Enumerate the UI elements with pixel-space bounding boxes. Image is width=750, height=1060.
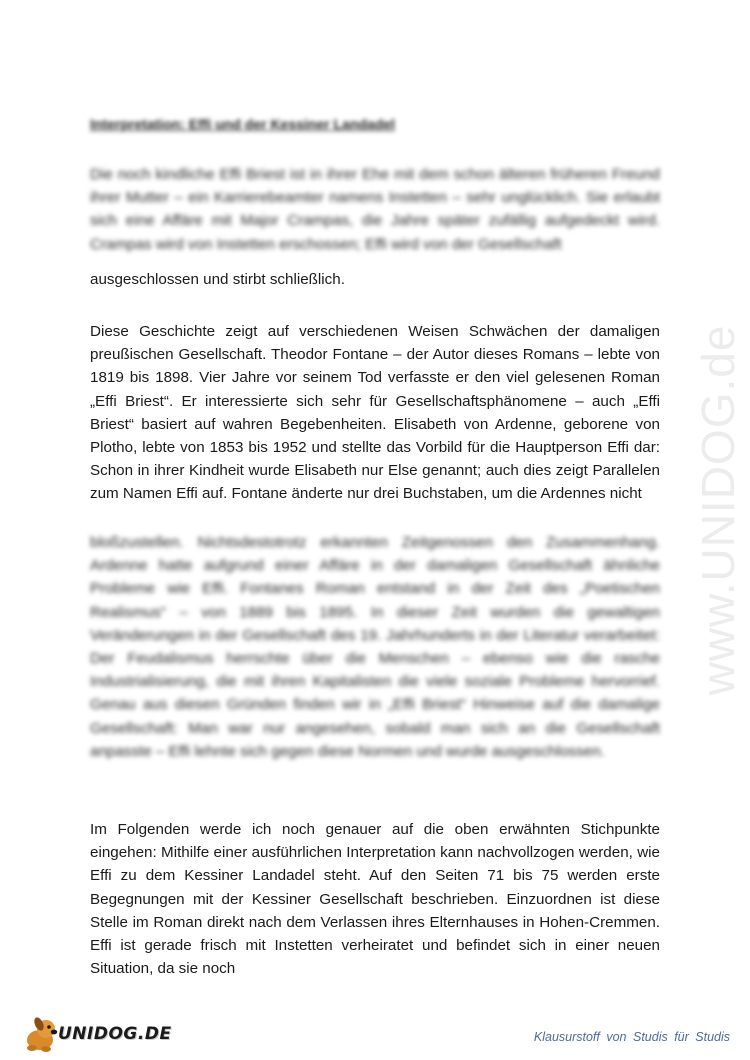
paragraph-3-visible: Im Folgenden werde ich noch genauer auf die oben erwähnten Stichpunkte eingehen: Mithilfe einer ausführlichen Interpretation kann nachvollzogen werden, wie Effi zu dem Kessiner Landadel steht. Auf den Seiten 71 bis 75 werden erste Begegnungen mit der Kessiner Gesellschaft beschrieben. Einzuordnen ist diese Stelle im Roman direkt nach dem Verlassen ihres Elternhauses in Hohen-Cremmen. Effi ist gerade frisch mit Instetten verheiratet und befindet sich in einer neuen Situation, da sie noch [90,821,660,978]
logo-text: UNIDOG.DE [58,1024,172,1044]
paragraph-1-blurred: Die noch kindliche Effi Briest ist in ihrer Ehe mit dem schon älteren früheren Freund ihrer Mutter – ein Karrierebeamter namens Instetten – sehr unglücklich. Sie erlaubt sich eine Affäre mit Major Crampas, die Jahre später zufällig aufgedeckt wird. Crampas wird von Instetten erschossen; Effi wird von der Gesellschaft [90,166,660,253]
document-title: Interpretation: Effi und der Kessiner Landadel [90,116,395,132]
footer-tagline: Klausurstoff von Studis für Studis [533,1030,730,1044]
paragraph-2-blurred: bloßzustellen. Nichtsdestotrotz erkannten Zeitgenossen den Zusammenhang. Ardenne hatte aufgrund einer Affäre in der damaligen Gesellschaft ähnliche Probleme wie Effi. Fontanes Roman entstand in der Zeit des „Poetischen Realismus“ – von 1889 bis 1895. In dieser Zeit wurden die gewaltigen Veränderungen in der Gesellschaft des 19. Jahrhunderts in der Literatur verarbeitet: Der Feudalismus herrschte über die Menschen – ebenso wie die rasche Industrialisierung, die mit ihren Kapitalisten die viele soziale Probleme hervorrief. Genau aus diesen Gründen finden wir in „Effi Briest“ Hinweise auf die damalige Gesellschaft: Man war nur angesehen, sobald man sich an die Gesellschaft anpasste – Effi lehnte sich gegen diese Normen und wurde ausgeschlossen. [90,534,660,760]
watermark-text: www.UNIDOG.de [692,324,744,696]
paragraph-2-visible: Diese Geschichte zeigt auf verschiedenen Weisen Schwächen der damaligen preußischen Gesellschaft. Theodor Fontane – der Autor dieses Romans – lebte von 1819 bis 1898. Vier Jahre vor seinem Tod verfasste er den viel gelesenen Roman „Effi Briest“. Er interessierte sich sehr für Gesellschaftsphänomene – auch „Effi Briest“ basiert auf wahren Begebenheiten. Elisabeth von Ardenne, geborene von Plotho, lebte von 1853 bis 1952 und stellte das Vorbild für die Hauptperson Effi dar: Schon in ihrer Kindheit wurde Elisabeth nur Else genannt; auch dies zeigt Parallelen zum Namen Effi auf. Fontane änderte nur drei Buchstaben, um die Ardennes nicht [90,323,660,503]
paragraph-1-visible: ausgeschlossen und stirbt schließlich. [90,271,345,288]
unidog-logo[interactable] [22,1014,172,1054]
